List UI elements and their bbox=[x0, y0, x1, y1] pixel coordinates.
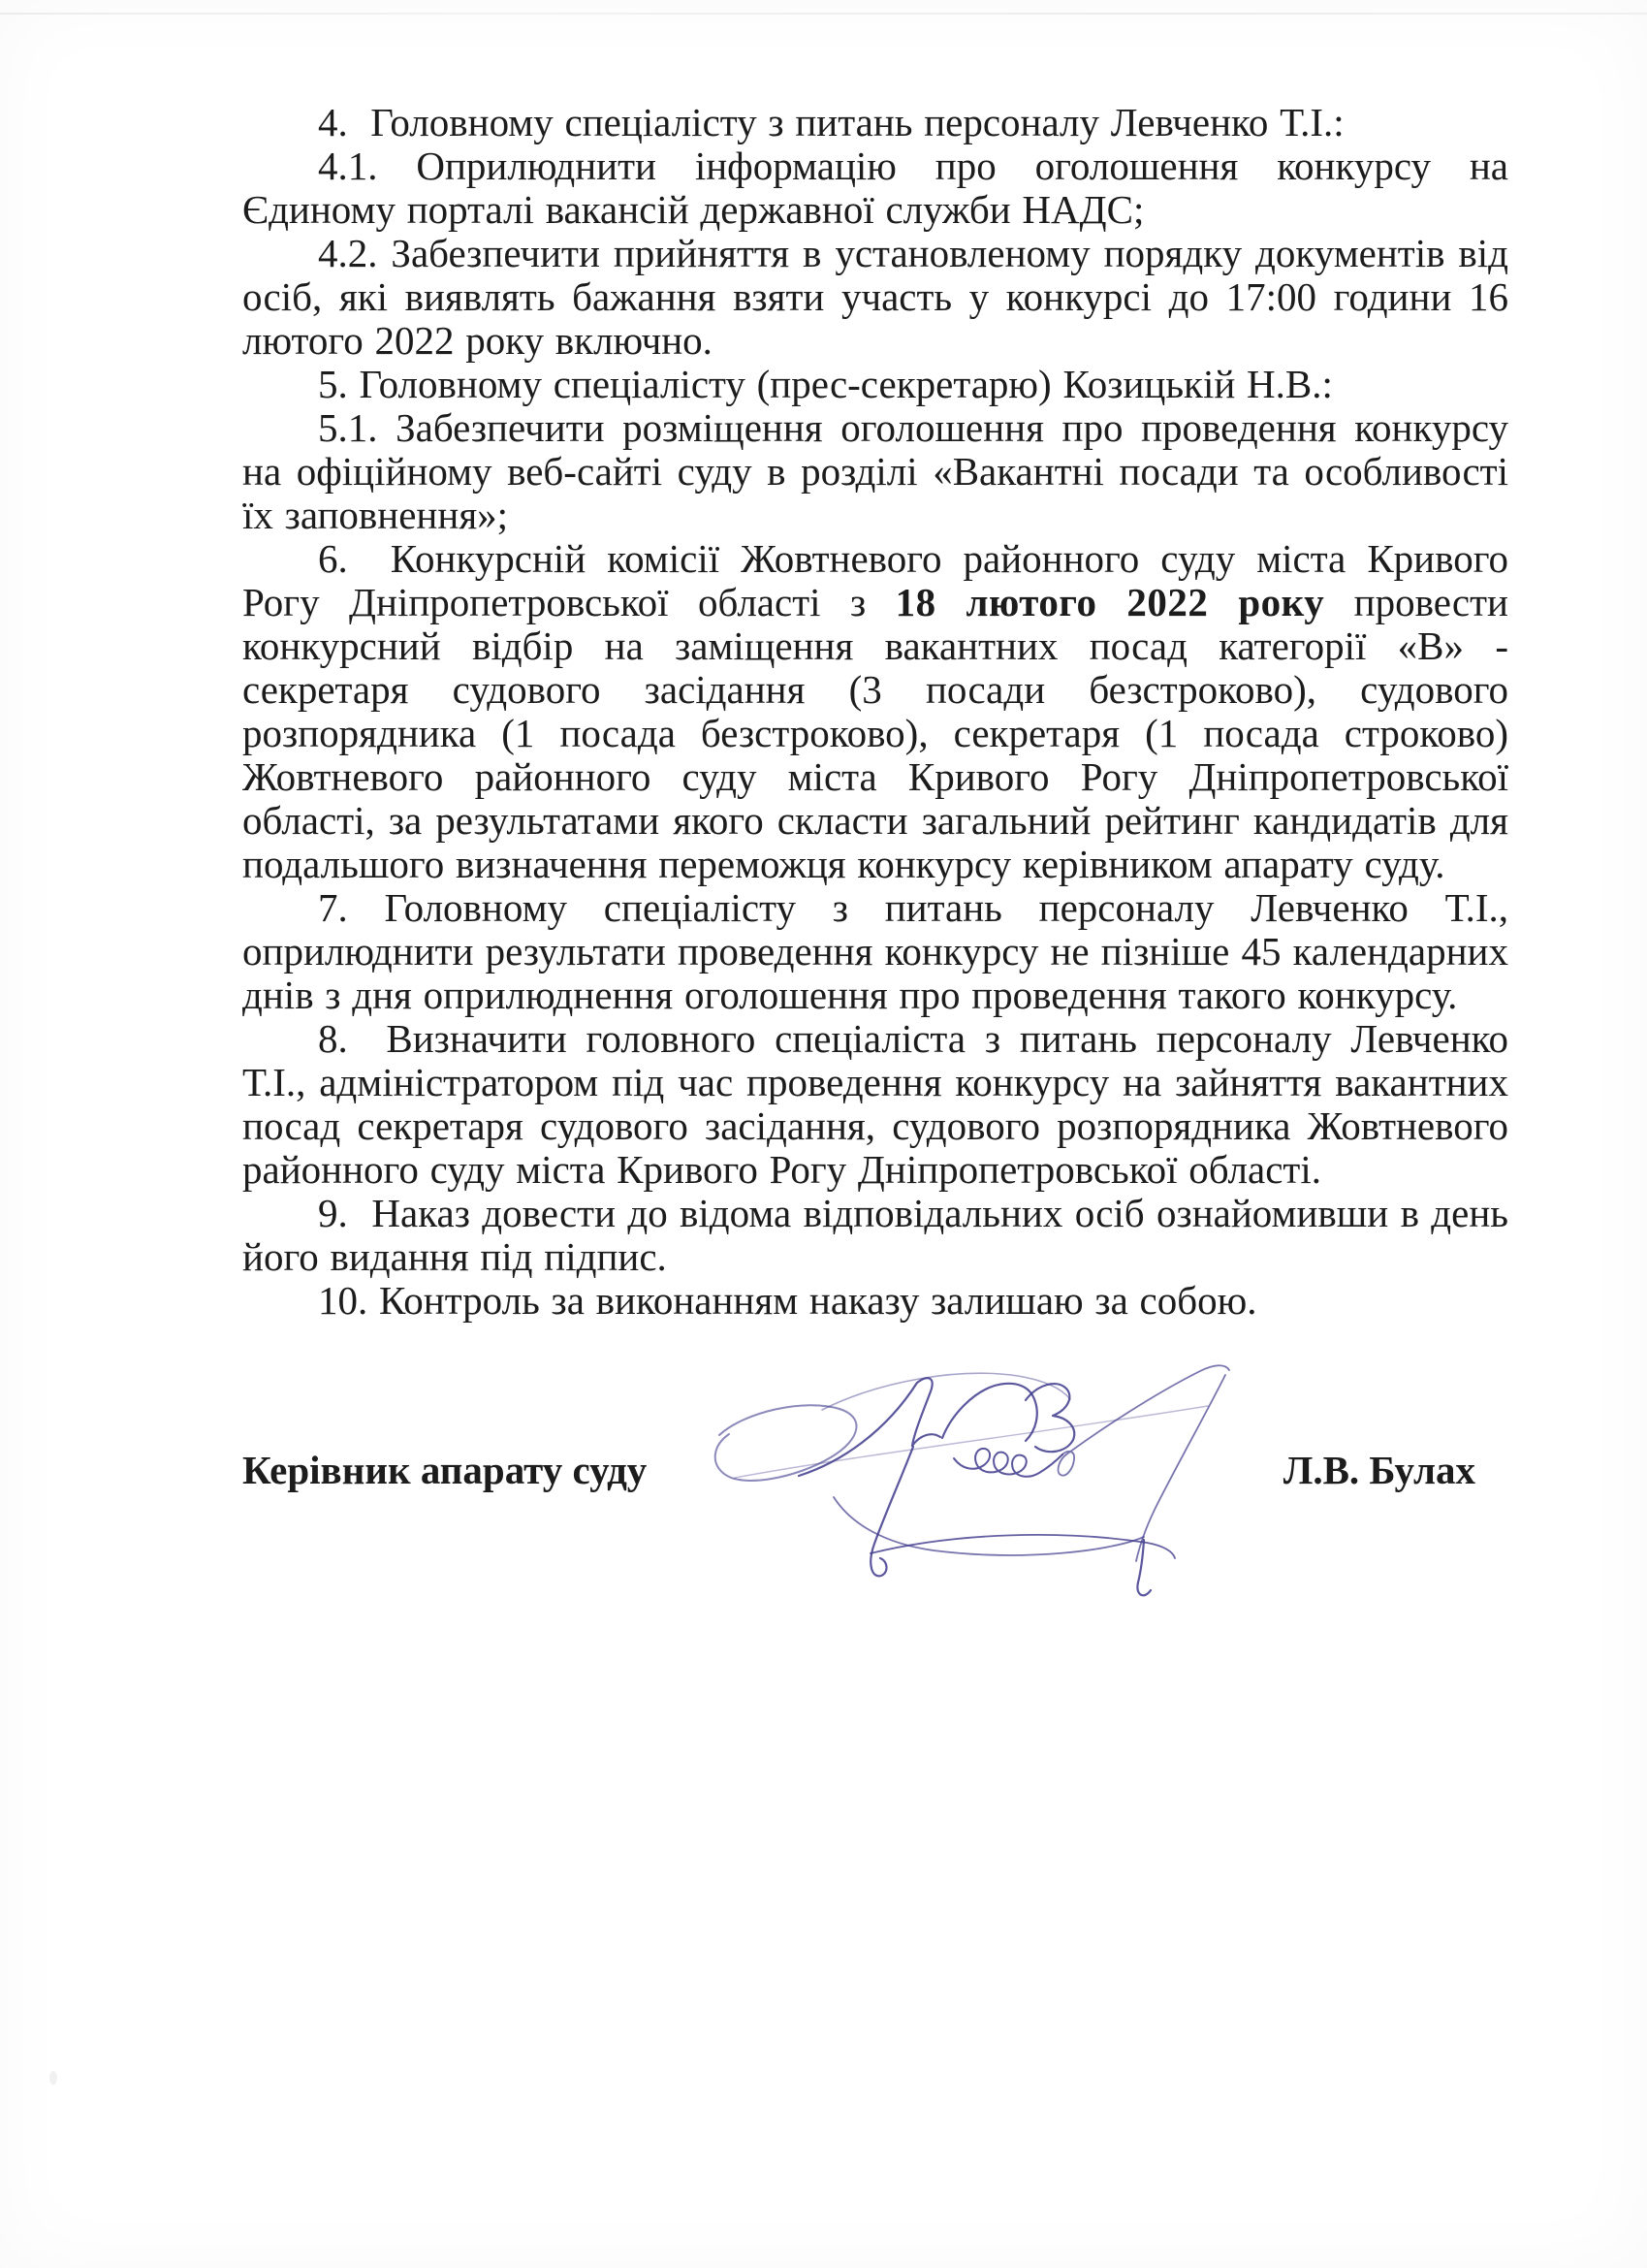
scan-edge-artifact bbox=[0, 13, 1647, 15]
scan-speck-artifact bbox=[49, 2071, 57, 2085]
paragraph-9: 9. Наказ довести до відома відповідальних осіб ознайомивши в день його видання під підпис. bbox=[242, 1191, 1508, 1279]
signatory-name: Л.В. Булах bbox=[1283, 1448, 1475, 1492]
order-text-block bbox=[242, 101, 1508, 1323]
signature-row bbox=[242, 1449, 1508, 1492]
paragraph-7: 7. Головному спеціалісту з питань персоналу Левченко Т.І., оприлюднити результати проведення конкурсу не пізніше 45 календарних днів з дня оприлюднення оголошення про проведення такого конкурсу. bbox=[242, 885, 1508, 1017]
paragraph-4-2: 4.2. Забезпечити прийняття в установленому порядку документів від осіб, які виявлять бажання взяти участь у конкурсі до 17:00 години 16 лютого 2022 року включно. bbox=[242, 231, 1508, 363]
signatory-title: Керівник апарату суду bbox=[242, 1448, 648, 1492]
competition-date-bold: 18 лютого 2022 року bbox=[895, 580, 1325, 624]
paragraph-6-rest: провести конкурсний відбір на заміщення вакантних посад категорії «В» - секретаря судового засідання (3 посади безстроково), судового розпорядника (1 посада безстроково), секретаря (1 посада строково) Жовтневого районного суду міста Кривого Рогу Дніпропетровської області, за результатами якого скласти загальний рейтинг кандидатів для подальшого визначення переможця конкурсу керівником апарату суду. bbox=[242, 580, 1508, 886]
paragraph-6 bbox=[242, 537, 1508, 886]
paragraph-5-1: 5.1. Забезпечити розміщення оголошення про проведення конкурсу на офіційному веб-сайті суду в розділі «Вакантні посади та особливості їх заповнення»; bbox=[242, 405, 1508, 537]
paragraph-8: 8. Визначити головного спеціаліста з питань персоналу Левченко Т.І., адміністратором під час проведення конкурсу на зайняття вакантних посад секретаря судового засідання, судового розпорядника Жовтневого районного суду міста Кривого Рогу Дніпропетровської області. bbox=[242, 1016, 1508, 1192]
paragraph-5: 5. Головному спеціалісту (прес-секретарю) Козицькій Н.В.: bbox=[318, 362, 1333, 406]
handwritten-signature-icon bbox=[706, 1350, 1234, 1670]
paragraph-10: 10. Контроль за виконанням наказу залишаю за собою. bbox=[318, 1278, 1257, 1323]
paragraph-4: 4. Головному спеціалісту з питань персоналу Левченко Т.І.: bbox=[318, 100, 1345, 144]
paragraph-6-lead: 6. Конкурсній комісії Жовтневого районного суду міста Кривого Рогу Дніпропетровської області з bbox=[242, 536, 1508, 624]
paragraph-4-1: 4.1. Оприлюднити інформацію про оголошення конкурсу на Єдиному порталі вакансій державної служби НАДС; bbox=[242, 144, 1508, 232]
